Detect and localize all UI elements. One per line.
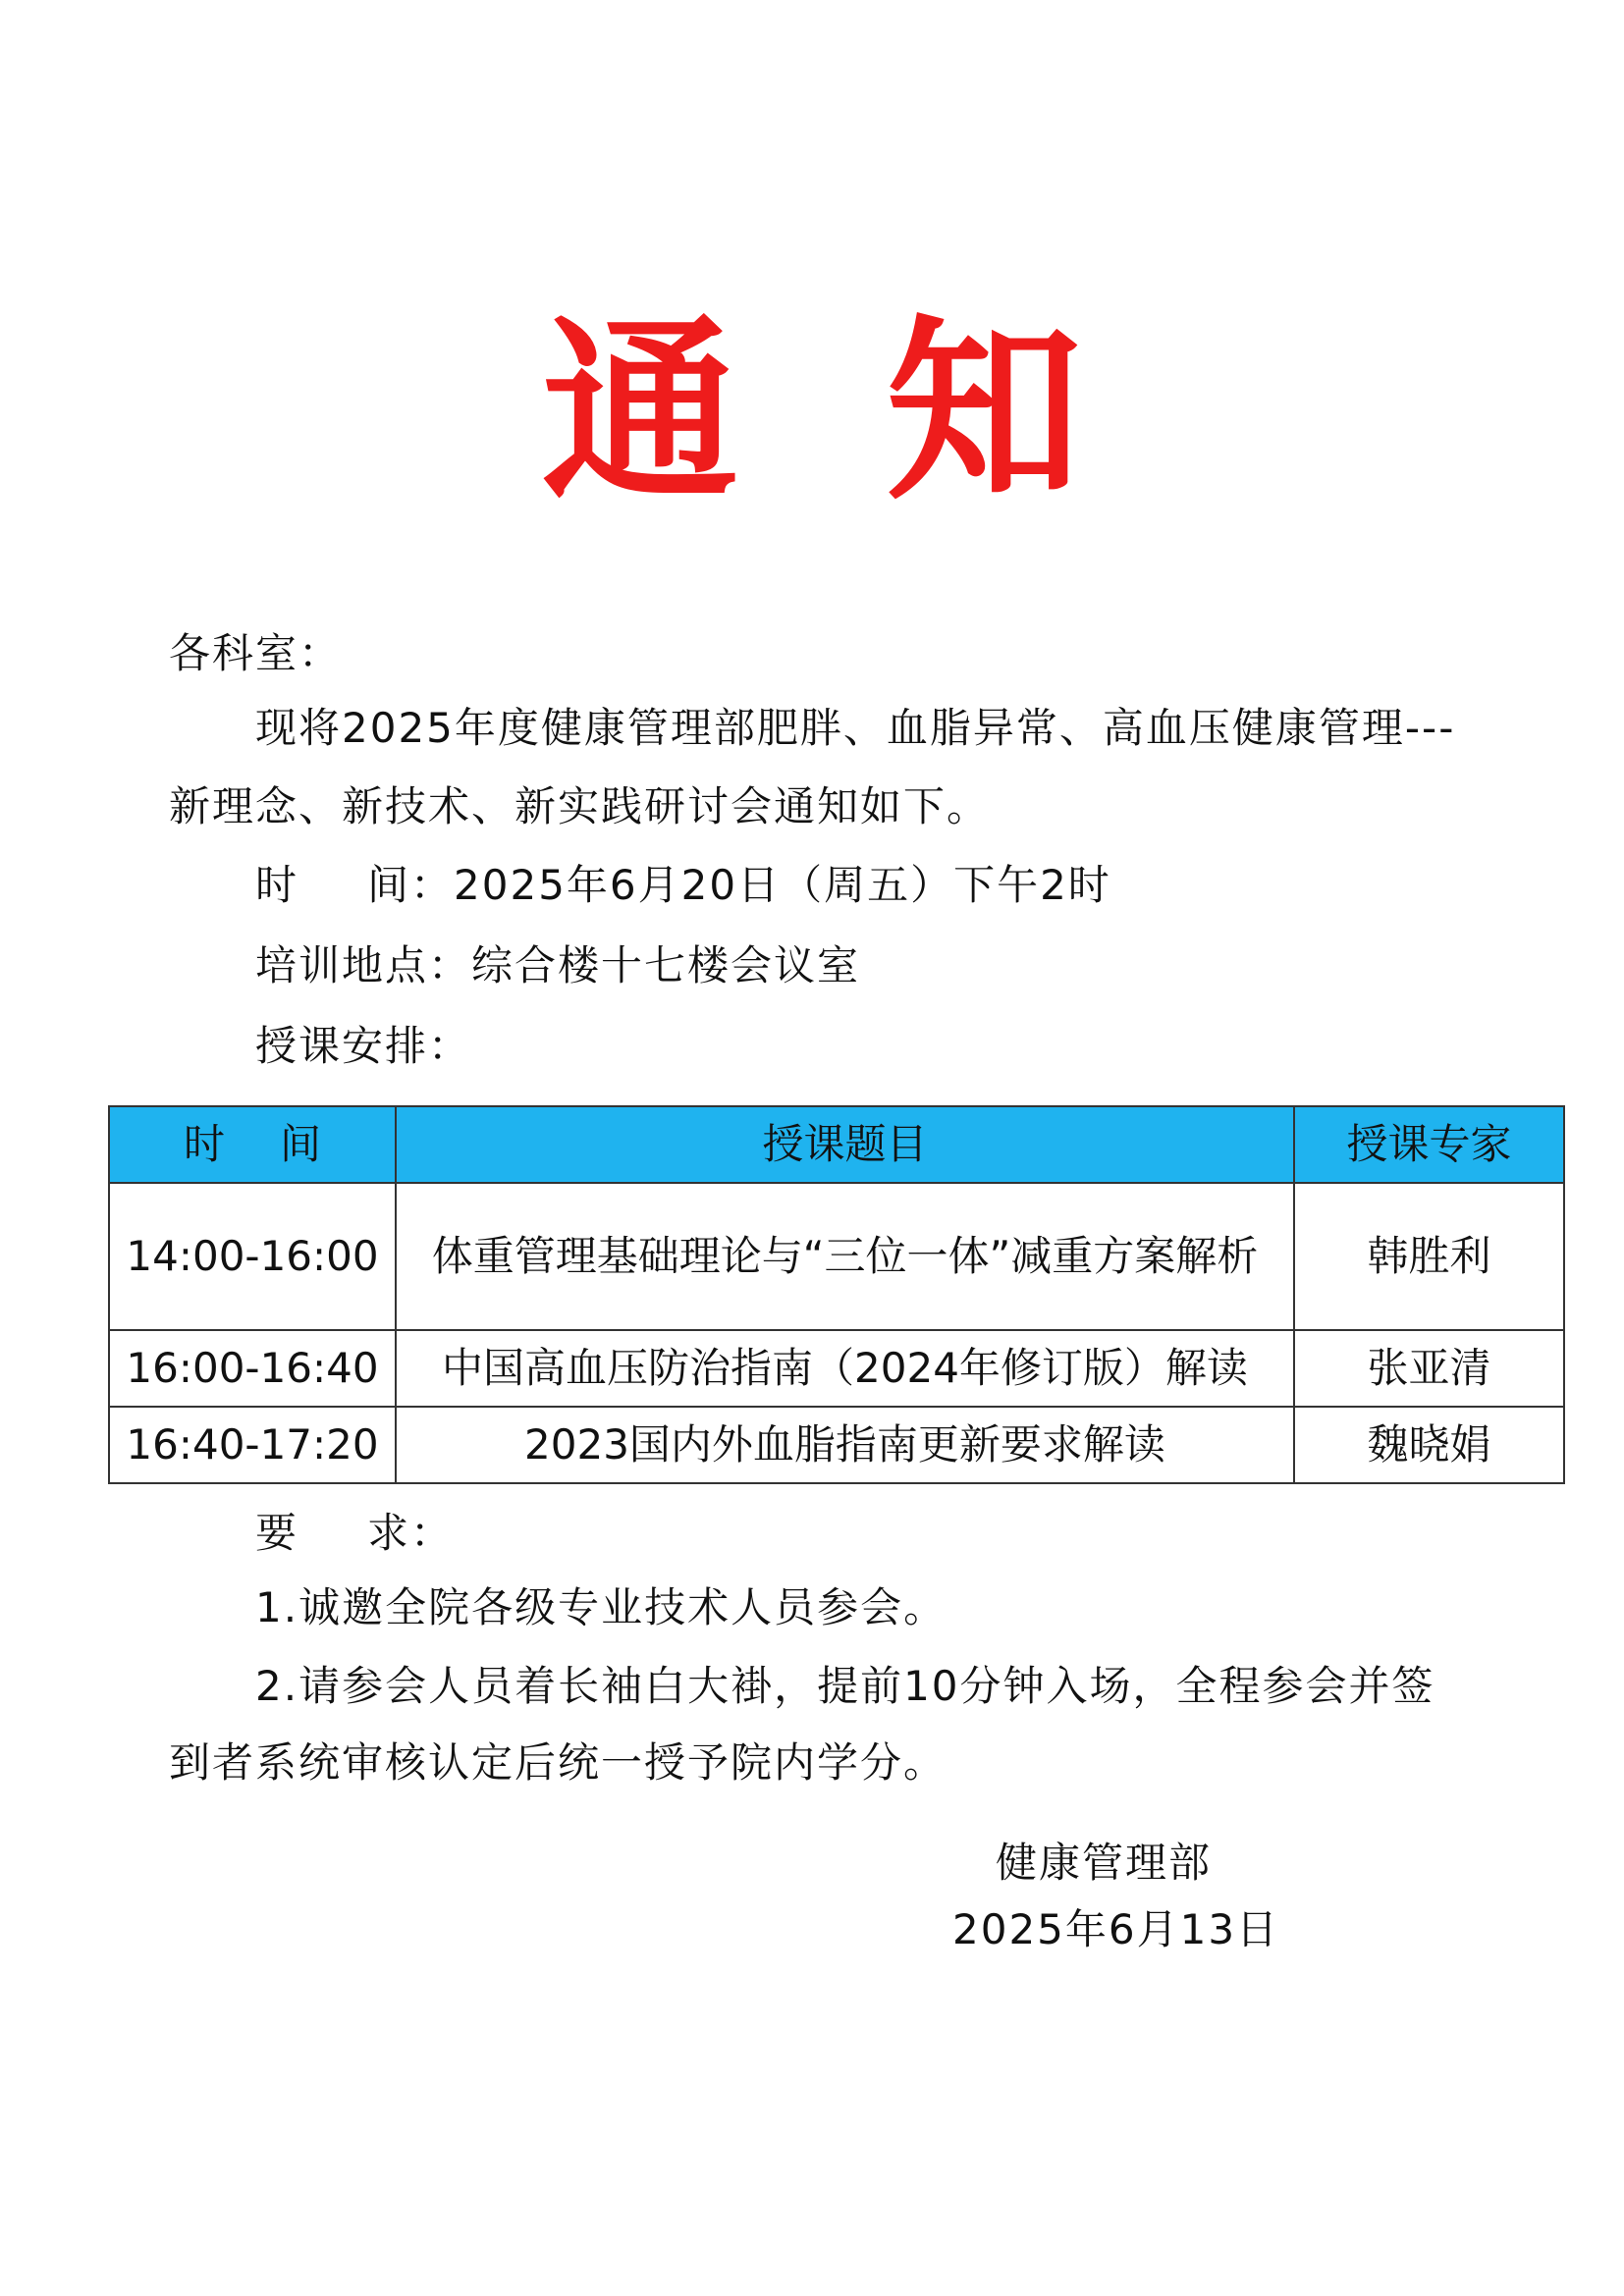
place-value: 综合楼十七楼会议室 — [471, 941, 861, 989]
title-char-1: 通 — [541, 296, 738, 527]
header-time-b: 间 — [280, 1120, 322, 1168]
time-line — [255, 856, 1111, 915]
header-time-a: 时 — [183, 1120, 225, 1168]
row-topic: 2023国内外血脂指南更新要求解读 — [396, 1407, 1294, 1483]
time-label-a: 时 — [255, 861, 299, 909]
header-topic: 授课题目 — [396, 1106, 1294, 1183]
table-row — [109, 1407, 1564, 1483]
requirement-item-2-line-1: 2.请参会人员着长袖白大褂，提前10分钟入场，全程参会并签 — [255, 1662, 1435, 1710]
row-expert: 张亚清 — [1294, 1330, 1564, 1407]
row-time: 16:40-17:20 — [109, 1407, 396, 1483]
time-label-b: 间： — [367, 861, 455, 909]
salutation: 各科室： — [169, 629, 343, 677]
row-topic: 中国高血压防治指南（2024年修订版）解读 — [396, 1330, 1294, 1407]
row-time: 14:00-16:00 — [109, 1183, 396, 1330]
intro-line-1: 现将2025年度健康管理部肥胖、血脂异常、高血压健康管理--- — [255, 704, 1456, 752]
req-label-a: 要 — [255, 1509, 299, 1557]
schedule-label: 授课安排： — [255, 1022, 472, 1070]
table-header-row — [109, 1106, 1564, 1183]
table-row — [109, 1183, 1564, 1330]
place-label: 培训地点： — [255, 941, 472, 989]
row-time: 16:00-16:40 — [109, 1330, 396, 1407]
header-expert: 授课专家 — [1294, 1106, 1564, 1183]
table-row — [109, 1330, 1564, 1407]
requirement-item-1: 1.诚邀全院各级专业技术人员参会。 — [255, 1583, 947, 1631]
header-time — [109, 1106, 396, 1183]
row-topic: 体重管理基础理论与“三位一体”减重方案解析 — [396, 1183, 1294, 1330]
req-label-b: 求： — [367, 1509, 455, 1557]
notice-title — [0, 294, 1624, 530]
signature-department: 健康管理部 — [996, 1839, 1213, 1887]
signature-date: 2025年6月13日 — [952, 1905, 1280, 1953]
row-expert: 魏晓娟 — [1294, 1407, 1564, 1483]
row-expert: 韩胜利 — [1294, 1183, 1564, 1330]
place-line — [255, 936, 860, 995]
title-char-2: 知 — [886, 296, 1083, 527]
requirements-label — [255, 1504, 454, 1563]
requirement-item-2-line-2: 到者系统审核认定后统一授予院内学分。 — [169, 1738, 947, 1787]
time-value: 2025年6月20日（周五）下午2时 — [454, 861, 1111, 909]
intro-line-2: 新理念、新技术、新实践研讨会通知如下。 — [169, 782, 991, 830]
schedule-table — [108, 1105, 1565, 1484]
